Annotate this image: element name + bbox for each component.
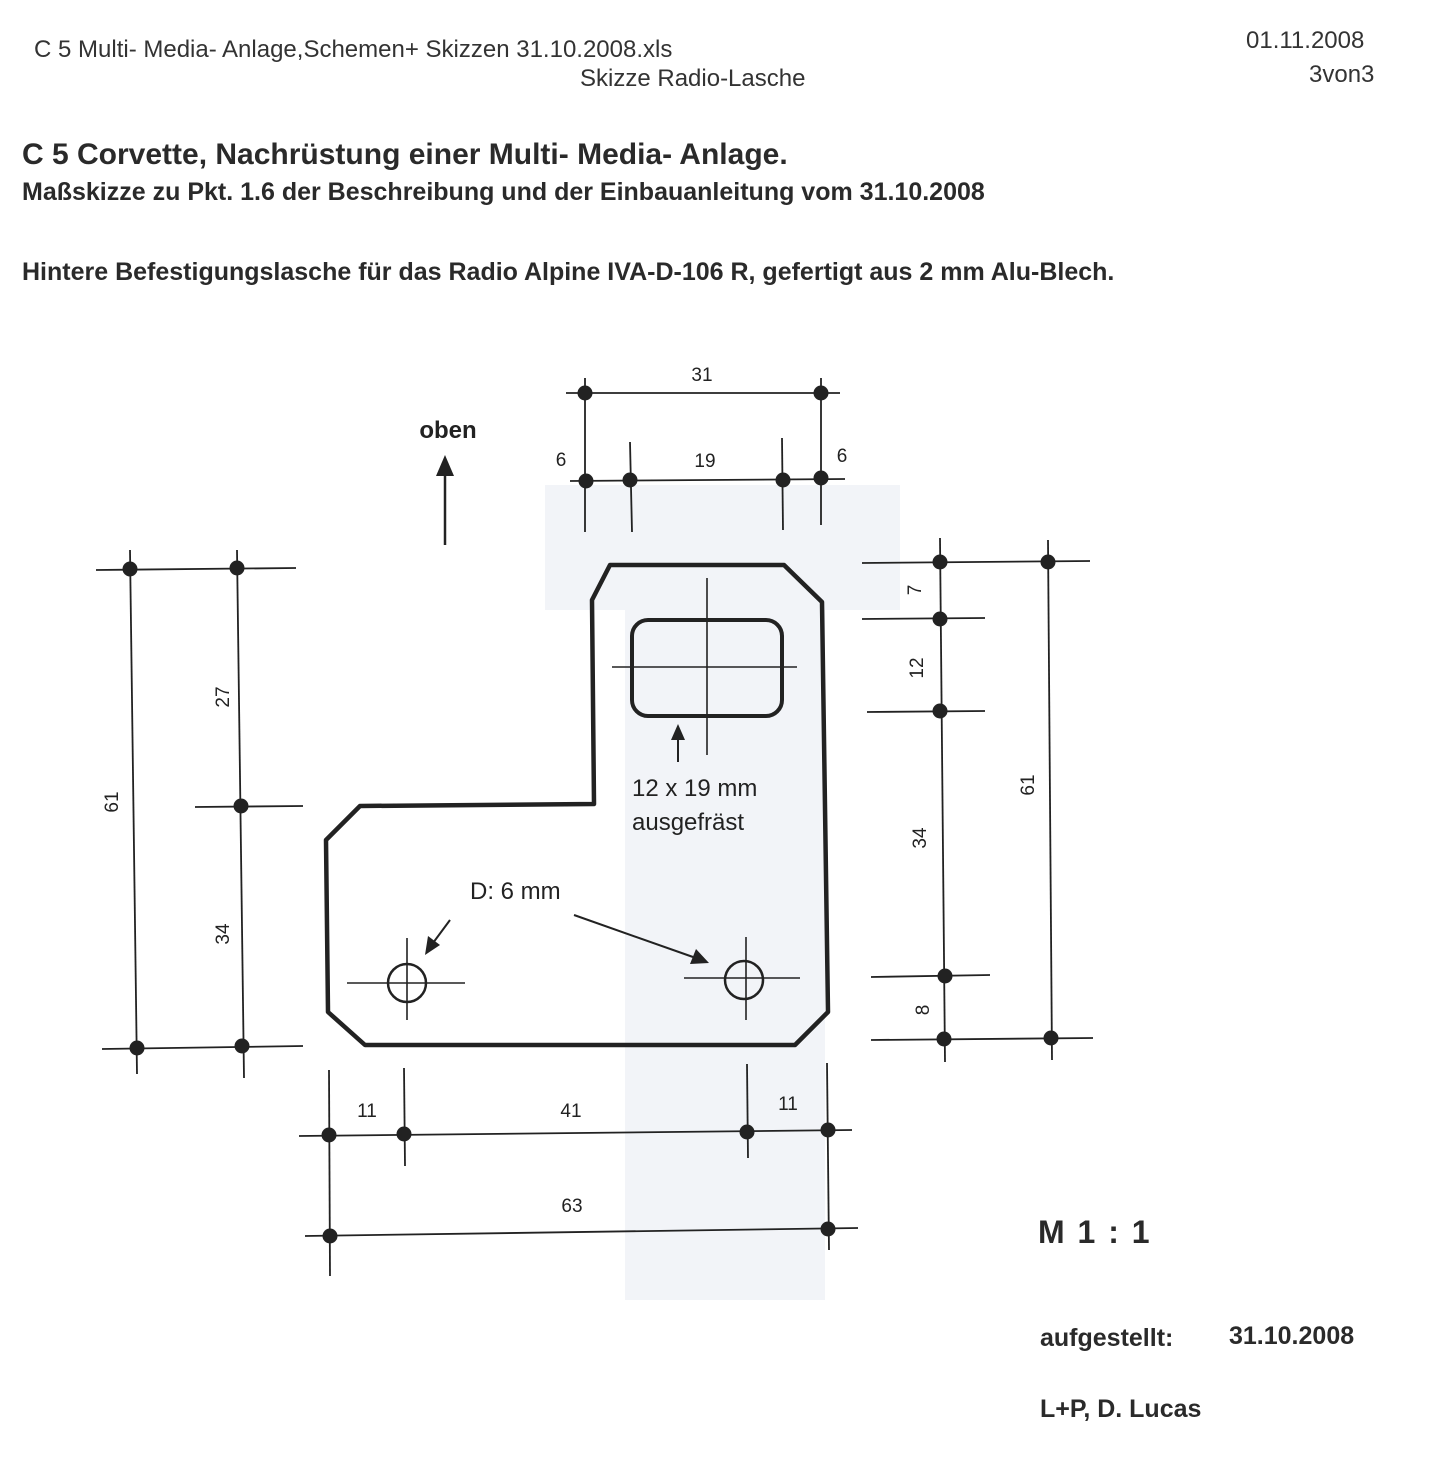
dim-bottom-mid: 41 [560, 1101, 582, 1122]
dim-left-total: 61 [102, 791, 123, 813]
dim-right-total: 61 [1018, 774, 1039, 796]
header-date: 01.11.2008 [1246, 27, 1365, 54]
page-title: C 5 Corvette, Nachrüstung einer Multi- Media- Anlage. [22, 138, 788, 171]
dim-right-a: 7 [905, 584, 926, 596]
right-dimension-points [933, 555, 1059, 1047]
left-dimension-points [123, 561, 250, 1056]
dim-left-lower: 34 [213, 923, 234, 945]
cutout-size-label: 12 x 19 mm [632, 775, 758, 802]
scale-label: M 1 : 1 [1038, 1214, 1152, 1250]
dim-bottom-total: 63 [561, 1196, 583, 1217]
top-dimension-points [578, 386, 829, 489]
right-dimension-lines [862, 538, 1093, 1062]
sheet-name: Skizze Radio-Lasche [580, 65, 806, 92]
up-arrow-icon [436, 455, 454, 545]
direction-label: oben [419, 417, 477, 444]
created-label: aufgestellt: [1040, 1324, 1174, 1352]
dim-top-right: 6 [836, 446, 848, 467]
page-number: 3von3 [1309, 61, 1375, 88]
scan-shade [625, 610, 825, 1300]
hole-pointer-left [425, 920, 450, 955]
subtitle: Maßskizze zu Pkt. 1.6 der Beschreibung und der Einbauanleitung vom 31.10.2008 [22, 178, 985, 206]
dim-bottom-right: 11 [778, 1094, 798, 1115]
part-description: Hintere Befestigungslasche für das Radio Alpine IVA-D-106 R, gefertigt aus 2 mm Alu-Blech. [22, 258, 1115, 286]
dim-bottom-left: 11 [357, 1101, 377, 1122]
created-date: 31.10.2008 [1229, 1322, 1355, 1350]
dim-right-b: 12 [907, 657, 928, 679]
dim-top-mid: 19 [694, 451, 716, 472]
dim-top-total: 31 [691, 365, 713, 386]
left-dimension-lines [96, 550, 303, 1078]
cutout-process-label: ausgefräst [632, 809, 745, 836]
author: L+P, D. Lucas [1040, 1395, 1202, 1423]
dim-top-left: 6 [555, 450, 567, 471]
dim-left-upper: 27 [213, 686, 234, 708]
mounting-hole-left [347, 938, 465, 1020]
hole-diameter-label: D: 6 mm [470, 878, 561, 905]
file-name: C 5 Multi- Media- Anlage,Schemen+ Skizzen 31.10.2008.xls [34, 36, 673, 63]
dim-right-c: 34 [910, 827, 931, 849]
dim-right-d: 8 [913, 1004, 934, 1016]
